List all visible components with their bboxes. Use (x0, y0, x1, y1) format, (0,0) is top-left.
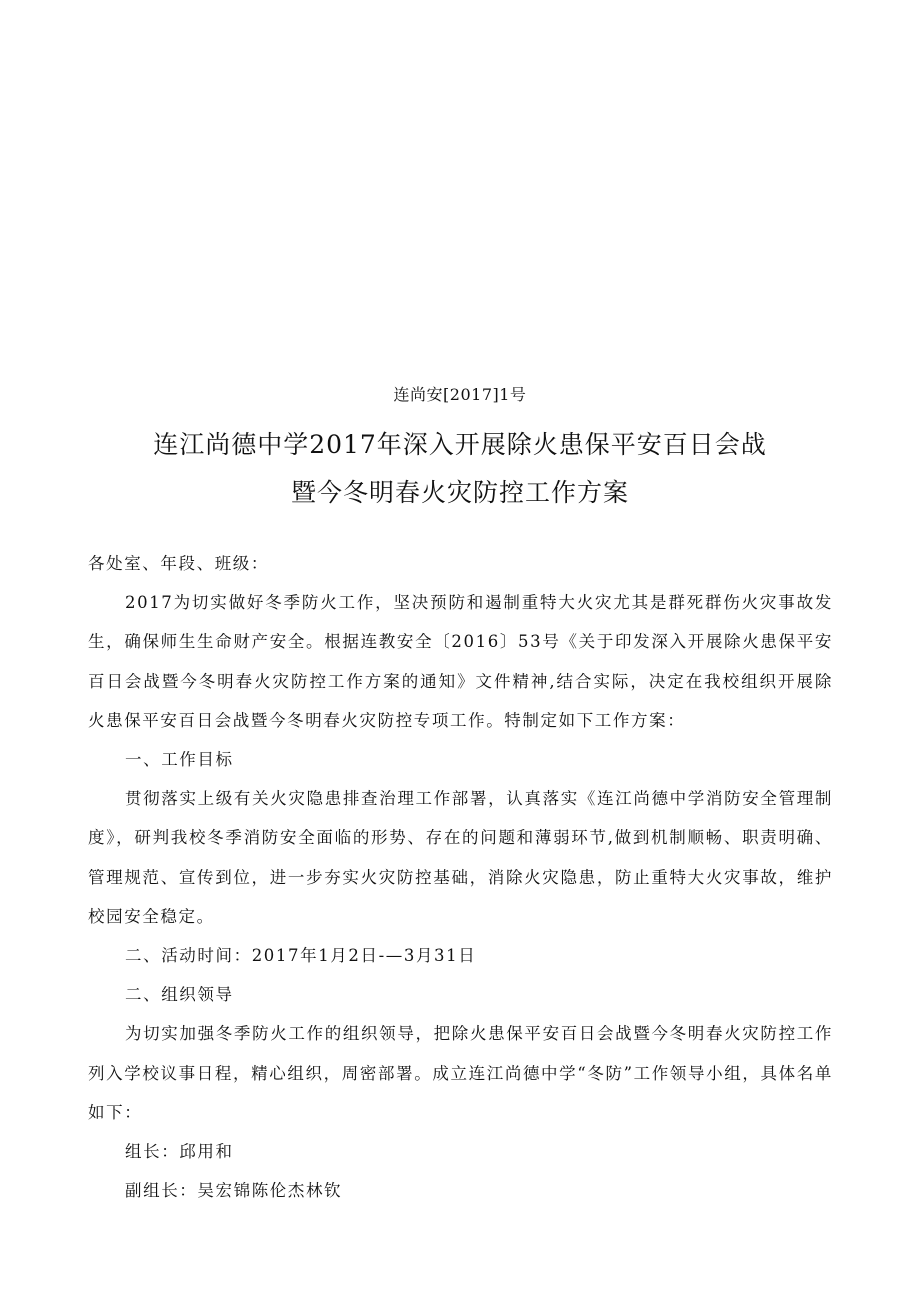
goals-paragraph: 贯彻落实上级有关火灾隐患排查治理工作部署，认真落实《连江尚德中学消防安全管理制度》，研判我校冬季消防安全面临的形势、存在的问题和薄弱环节,做到机制顺畅、职责明确、管理规范、宣传到位，进一步夯实火灾防控基础，消除火灾隐患，防止重特大火灾事故，维护校园安全稳定。 (88, 789, 833, 926)
salutation: 各处室、年段、班级： (88, 554, 269, 573)
document-body (88, 544, 833, 1210)
section-heading-organization: 二、组织领导 (125, 985, 234, 1005)
document-title-line-1: 连江尚德中学2017年深入开展除火患保平安百日会战 (153, 430, 767, 459)
document-number: 连尚安[2017]1号 (393, 385, 527, 404)
deputy-group-leaders: 副组长：吴宏锦陈伦杰林钦 (125, 1181, 343, 1201)
intro-paragraph: 2017为切实做好冬季防火工作，坚决预防和遏制重特大火灾尤其是群死群伤火灾事故发生，确保师生生命财产安全。根据连教安全〔2016〕53号《关于印发深入开展除火患保平安百日会战暨今冬明春火灾防控工作方案的通知》文件精神,结合实际，决定在我校组织开展除火患保平安百日会战暨今冬明春火灾防控专项工作。特制定如下工作方案： (88, 593, 833, 730)
group-leader: 组长：邱用和 (125, 1142, 234, 1162)
section-heading-schedule: 二、活动时间：2017年1月2日-—3月31日 (125, 946, 477, 966)
organization-paragraph: 为切实加强冬季防火工作的组织领导，把除火患保平安百日会战暨今冬明春火灾防控工作列入学校议事日程，精心组织，周密部署。成立连江尚德中学“冬防”工作领导小组，具体名单如下： (88, 1024, 833, 1122)
document-title-line-2: 暨今冬明春火灾防控工作方案 (290, 478, 629, 507)
section-heading-goals: 一、工作目标 (125, 750, 234, 770)
